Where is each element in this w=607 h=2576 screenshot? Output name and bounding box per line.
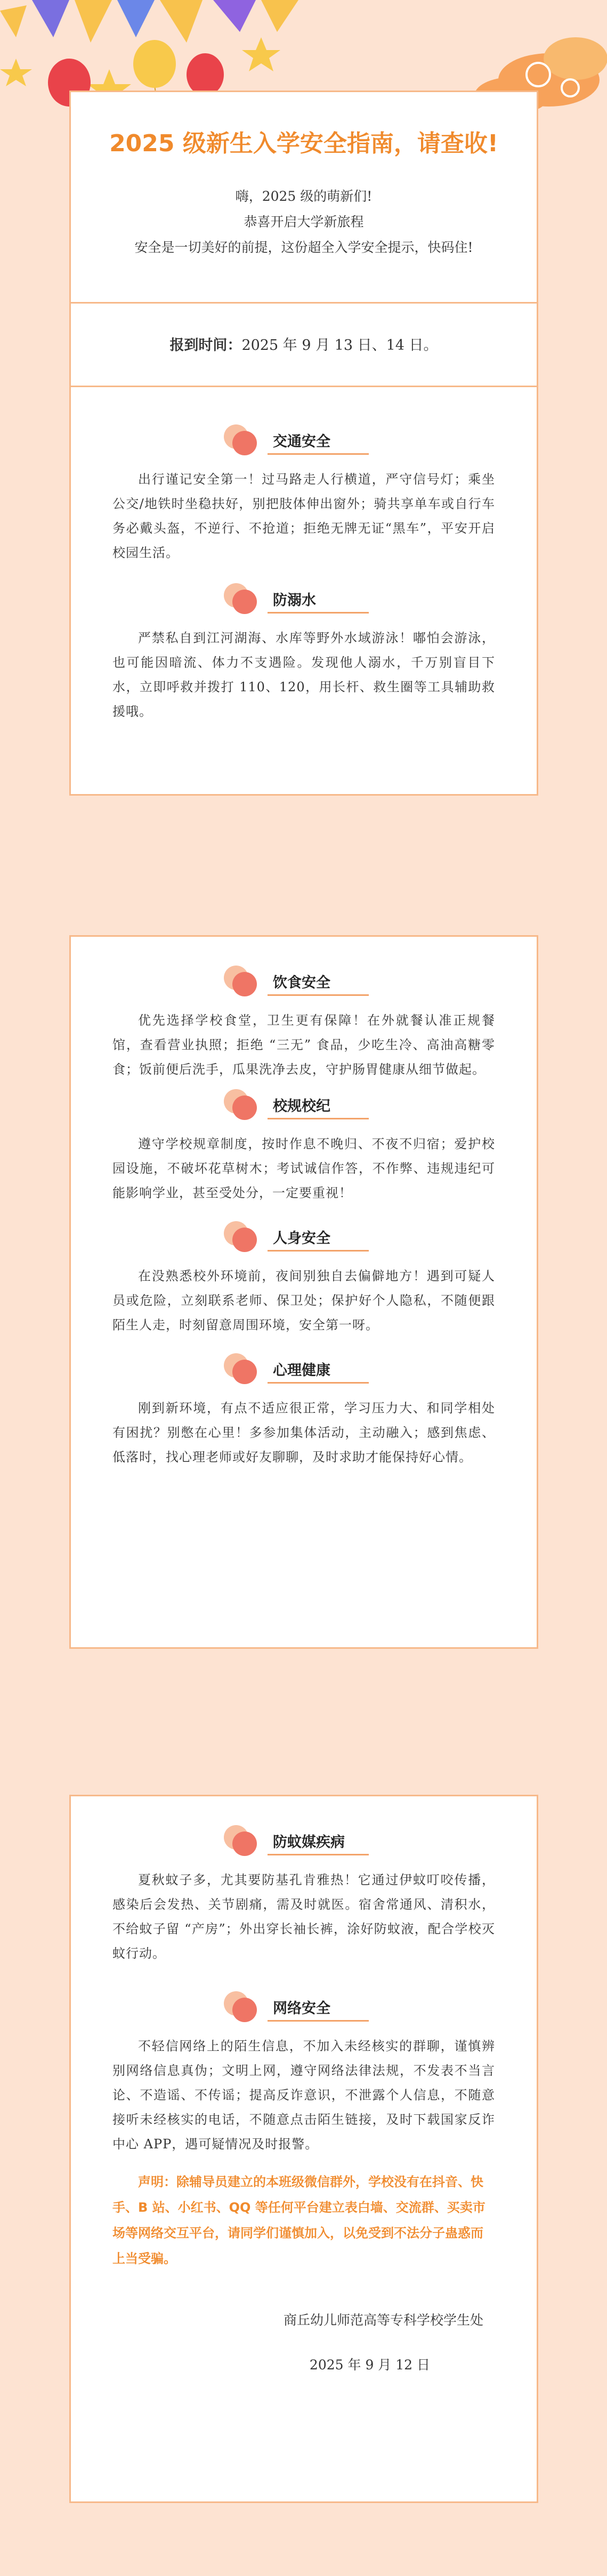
notice-text: 声明：除辅导员建立的本班级微信群外，学校没有在抖音、快手、B 站、小红书、QQ 等任何平台建立表白墙、交流群、买卖市场等网络交互平台，请同学们谨慎加入，以免受到不法分子蛊惑而上当受骗。: [112, 2174, 485, 2266]
section-heading: [224, 1987, 384, 2026]
signature-org: 商丘幼儿师范高等专科学校学生处: [283, 2312, 483, 2328]
section-title: 防溺水: [273, 592, 316, 609]
safety-card-2: [69, 935, 538, 1649]
section-text: 遵守学校规章制度，按时作息不晚归、不夜不归宿；爱护校园设施，不破坏花草树木；考试诚信作答，不作弊、违规违纪可能影响学业，甚至受处分，一定要重视！: [112, 1136, 495, 1200]
report-date-card: [69, 302, 538, 387]
header-card: [69, 91, 538, 304]
section-heading: [224, 1085, 384, 1124]
safety-card-1: [69, 386, 538, 796]
bunting-icon: [0, 0, 298, 43]
safety-card-3: [69, 1795, 538, 2503]
section-title: 交通安全: [273, 434, 330, 450]
section-title: 防蚊媒疾病: [273, 1834, 345, 1851]
signature-date: 2025 年 9 月 12 日: [309, 2357, 430, 2373]
section-text: 夏秋蚊子多，尤其要防基孔肯雅热！它通过伊蚊叮咬传播，感染后会发热、关节剧痛，需及时就医。宿舍常通风、清积水，不给蚊子留 “产房”；外出穿长袖长裤，涂好防蚊液，配合学校灭蚊行动。: [112, 1872, 495, 1961]
section-heading: [224, 1217, 384, 1256]
section-title: 心理健康: [273, 1362, 330, 1379]
section-text: 优先选择学校食堂，卫生更有保障！在外就餐认准正规餐馆，查看营业执照；拒绝 “三无” 食品，少吃生冷、高油高糖零食；饭前便后洗手，瓜果洗净去皮，守护肠胃健康从细节做起。: [112, 1013, 495, 1077]
section-title: 网络安全: [273, 2000, 330, 2017]
greeting-line: 恭喜开启大学新旅程: [244, 214, 364, 230]
section-heading: [224, 961, 384, 1001]
greeting-line: 安全是一切美好的前提，这份超全入学安全提示，快码住!: [134, 240, 473, 255]
section-heading: [224, 1821, 384, 1860]
section-text: 不轻信网络上的陌生信息，不加入未经核实的群聊，谨慎辨别网络信息真伪；文明上网，遵守网络法律法规，不发表不当言论、不造谣、不传谣；提高反诈意识，不泄露个人信息，不随意接听未经核实的电话，不随意点击陌生链接，及时下载国家反诈中心 APP，遇可疑情况及时报警。: [112, 2039, 495, 2152]
greeting: [71, 184, 537, 260]
report-label: 报到时间：: [169, 337, 242, 354]
section-heading: [224, 420, 384, 460]
section-heading: [224, 579, 384, 618]
page-title: 2025 级新生入学安全指南，请查收!: [109, 130, 498, 157]
section-text: 刚到新环境，有点不适应很正常，学习压力大、和同学相处有困扰？别憋在心里！多参加集体活动，主动融入；感到焦虑、低落时，找心理老师或好友聊聊，及时求助才能保持好心情。: [112, 1401, 495, 1465]
section-text: 出行谨记安全第一！过马路走人行横道，严守信号灯；乘坐公交/地铁时坐稳扶好，别把肢体伸出窗外；骑共享单车或自行车务必戴头盔，不逆行、不抢道；拒绝无牌无证“黑车”，平安开启校园生活。: [112, 472, 495, 560]
section-title: 饮食安全: [273, 975, 330, 991]
greeting-line: 嗨，2025 级的萌新们!: [235, 189, 373, 204]
section-text: 严禁私自到江河湖海、水库等野外水域游泳！嘟怕会游泳，也可能因暗流、体力不支遇险。发现他人溺水，千万别盲目下水，立即呼救并拨打 110、120，用长杆、救生圈等工具辅助救援哦。: [112, 631, 495, 719]
section-title: 校规校纪: [273, 1098, 330, 1115]
report-value: 2025 年 9 月 13 日、14 日。: [241, 337, 438, 354]
section-title: 人身安全: [273, 1230, 330, 1247]
section-text: 在没熟悉校外环境前，夜间别独自去偏僻地方！遇到可疑人员或危险，立刻联系老师、保卫处；保护好个人隐私，不随便跟陌生人走，时刻留意周围环境，安全第一呀。: [112, 1269, 495, 1332]
section-heading: [224, 1349, 384, 1388]
